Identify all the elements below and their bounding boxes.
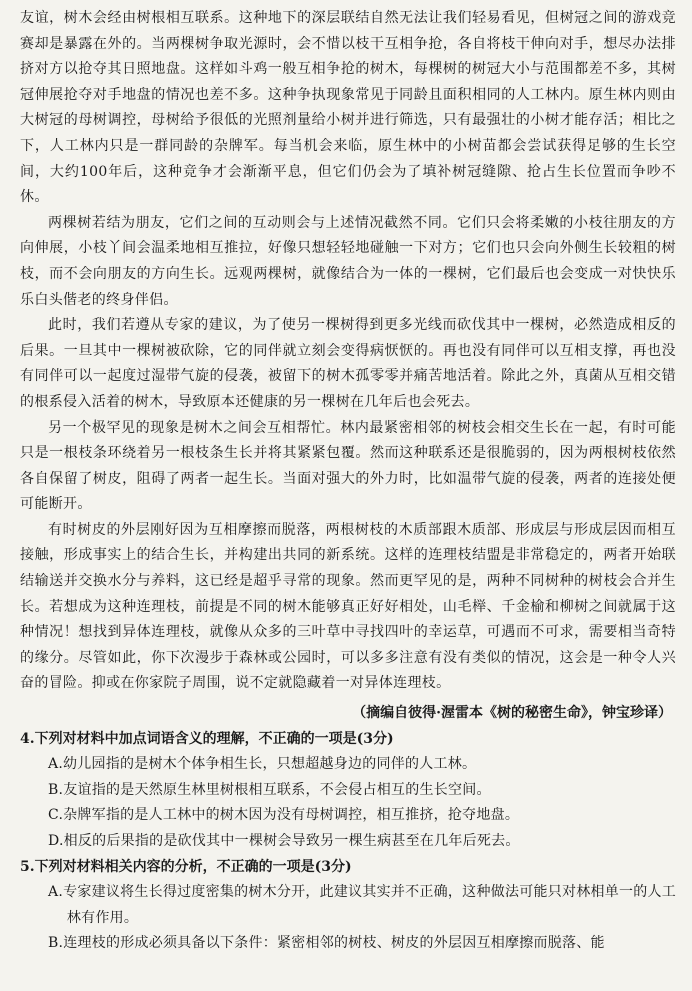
question-5-stem: 5.下列对材料相关内容的分析，不正确的一项是(3分) — [20, 858, 352, 875]
question-5-option-b: B.连理枝的形成必须具备以下条件：紧密相邻的树枝、树皮的外层因互相摩擦而脱落、能 — [48, 935, 605, 952]
article-paragraph-3: 此时，我们若遵从专家的建议，为了使另一棵树得到更多光线而砍伐其中一棵树，必然造成相反的后果。一旦其中一棵树被砍除，它的同伴就立刻会变得病恹恹的。再也没有同伴可以互相支撑，再也没有同伴可以一起度过湿带气旋的侵袭，被留下的树木孤零零并痛苦地活着。除此之外，真菌从互相交错的根系侵入活着的树木，导致原本还健康的另一棵树在几年后也会死去。 — [20, 317, 676, 410]
question-5 — [20, 855, 676, 957]
article-paragraph-1: 友谊，树木会经由树根相互联系。这种地下的深层联结自然无法让我们轻易看见，但树冠之间的游戏竞赛却是暴露在外的。当两棵树争取光源时，会不惜以枝干互相争抢，各自将枝干伸向对手，想尽办法排挤对方以抢夺其日照地盘。这样如斗鸡一般互相争抢的树木，每棵树的树冠大小与范围都差不多，其树冠伸展抢夺对手地盘的情况也差不多。这种争执现象常见于同龄且面积相同的人工林内。原生林内则由大树冠的母树调控，母树给予很低的光照剂量给小树并进行筛选，只有最强壮的小树才能存活；相比之下，人工林内只是一群同龄的杂牌军。每当机会来临，原生林中的小树苗都会尝试获得足够的生长空间，大约100年后，这种竞争才会渐渐平息，但它们仍会为了填补树冠缝隙、抢占生长位置而争吵不休。 — [20, 10, 676, 206]
question-4-option-c: C.杂牌军指的是人工林中的树木因为没有母树调控，相互推挤，抢夺地盘。 — [48, 807, 520, 824]
question-4-option-a: A.幼儿园指的是树木个体争相生长，只想超越身边的同伴的人工林。 — [48, 756, 477, 773]
article-paragraph-2: 两棵树若结为朋友，它们之间的互动则会与上述情况截然不同。它们只会将柔嫩的小枝往朋友的方向伸展，小枝丫间会温柔地相互推拉，好像只想轻轻地碰触一下对方；它们也只会向外侧生长较粗的树枝，而不会向朋友的方向生长。远观两棵树，就像结合为一体的一棵树，它们最后也会变成一对快快乐乐白头偕老的终身伴侣。 — [20, 214, 676, 308]
question-4-option-b: B.友谊指的是天然原生林里树根相互联系，不会侵占相互的生长空间。 — [48, 781, 491, 798]
question-4-option-d: D.相反的后果指的是砍伐其中一棵树会导致另一棵生病甚至在几年后死去。 — [48, 833, 520, 849]
question-4 — [20, 727, 676, 855]
question-4-stem: 4.下列对材料中加点词语含义的理解，不正确的一项是(3分) — [20, 730, 394, 747]
question-5-option-a: A.专家建议将生长得过度密集的树木分开，此建议其实并不正确，这种做法可能只对林相单一的人工林有作用。 — [48, 884, 676, 926]
article-source: （摘编自彼得·渥雷本《树的秘密生命》，钟宝珍译） — [352, 705, 672, 722]
article-paragraph-4: 另一个极罕见的现象是树木之间会互相帮忙。林内最紧密相邻的树枝会相交生长在一起，有时可能只是一根枝条环绕着另一根枝条生长并将其紧紧包覆。然而这种联系还是很脆弱的，因为两根树枝依然各自保留了树皮，阻碍了两者一起生长。当面对强大的外力时，比如温带气旋的侵袭，两者的连接处便可能断开。 — [20, 419, 676, 513]
article-body — [20, 6, 676, 727]
article-paragraph-5: 有时树皮的外层刚好因为互相摩擦而脱落，两根树枝的木质部跟木质部、形成层与形成层因而相互接触，形成事实上的结合生长，并构建出共同的新系统。这样的连理枝结盟是非常稳定的，两者开始联结输送并交换水分与养料，这已经是超乎寻常的现象。然而更罕见的是，两种不同树种的树枝会合并生长。若想成为这种连理枝，前提是不同的树木能够真正好好相处，山毛榉、千金榆和柳树之间就属于这种情况！想找到异体连理枝，就像从众多的三叶草中寻找四叶的幸运草，可遇而不可求，需要相当奇特的缘分。尽管如此，你下次漫步于森林或公园时，可以多多注意有没有类似的情况，这会是一种令人兴奋的冒险。抑或在你家院子周围，说不定就隐藏着一对异体连理枝。 — [20, 521, 676, 692]
